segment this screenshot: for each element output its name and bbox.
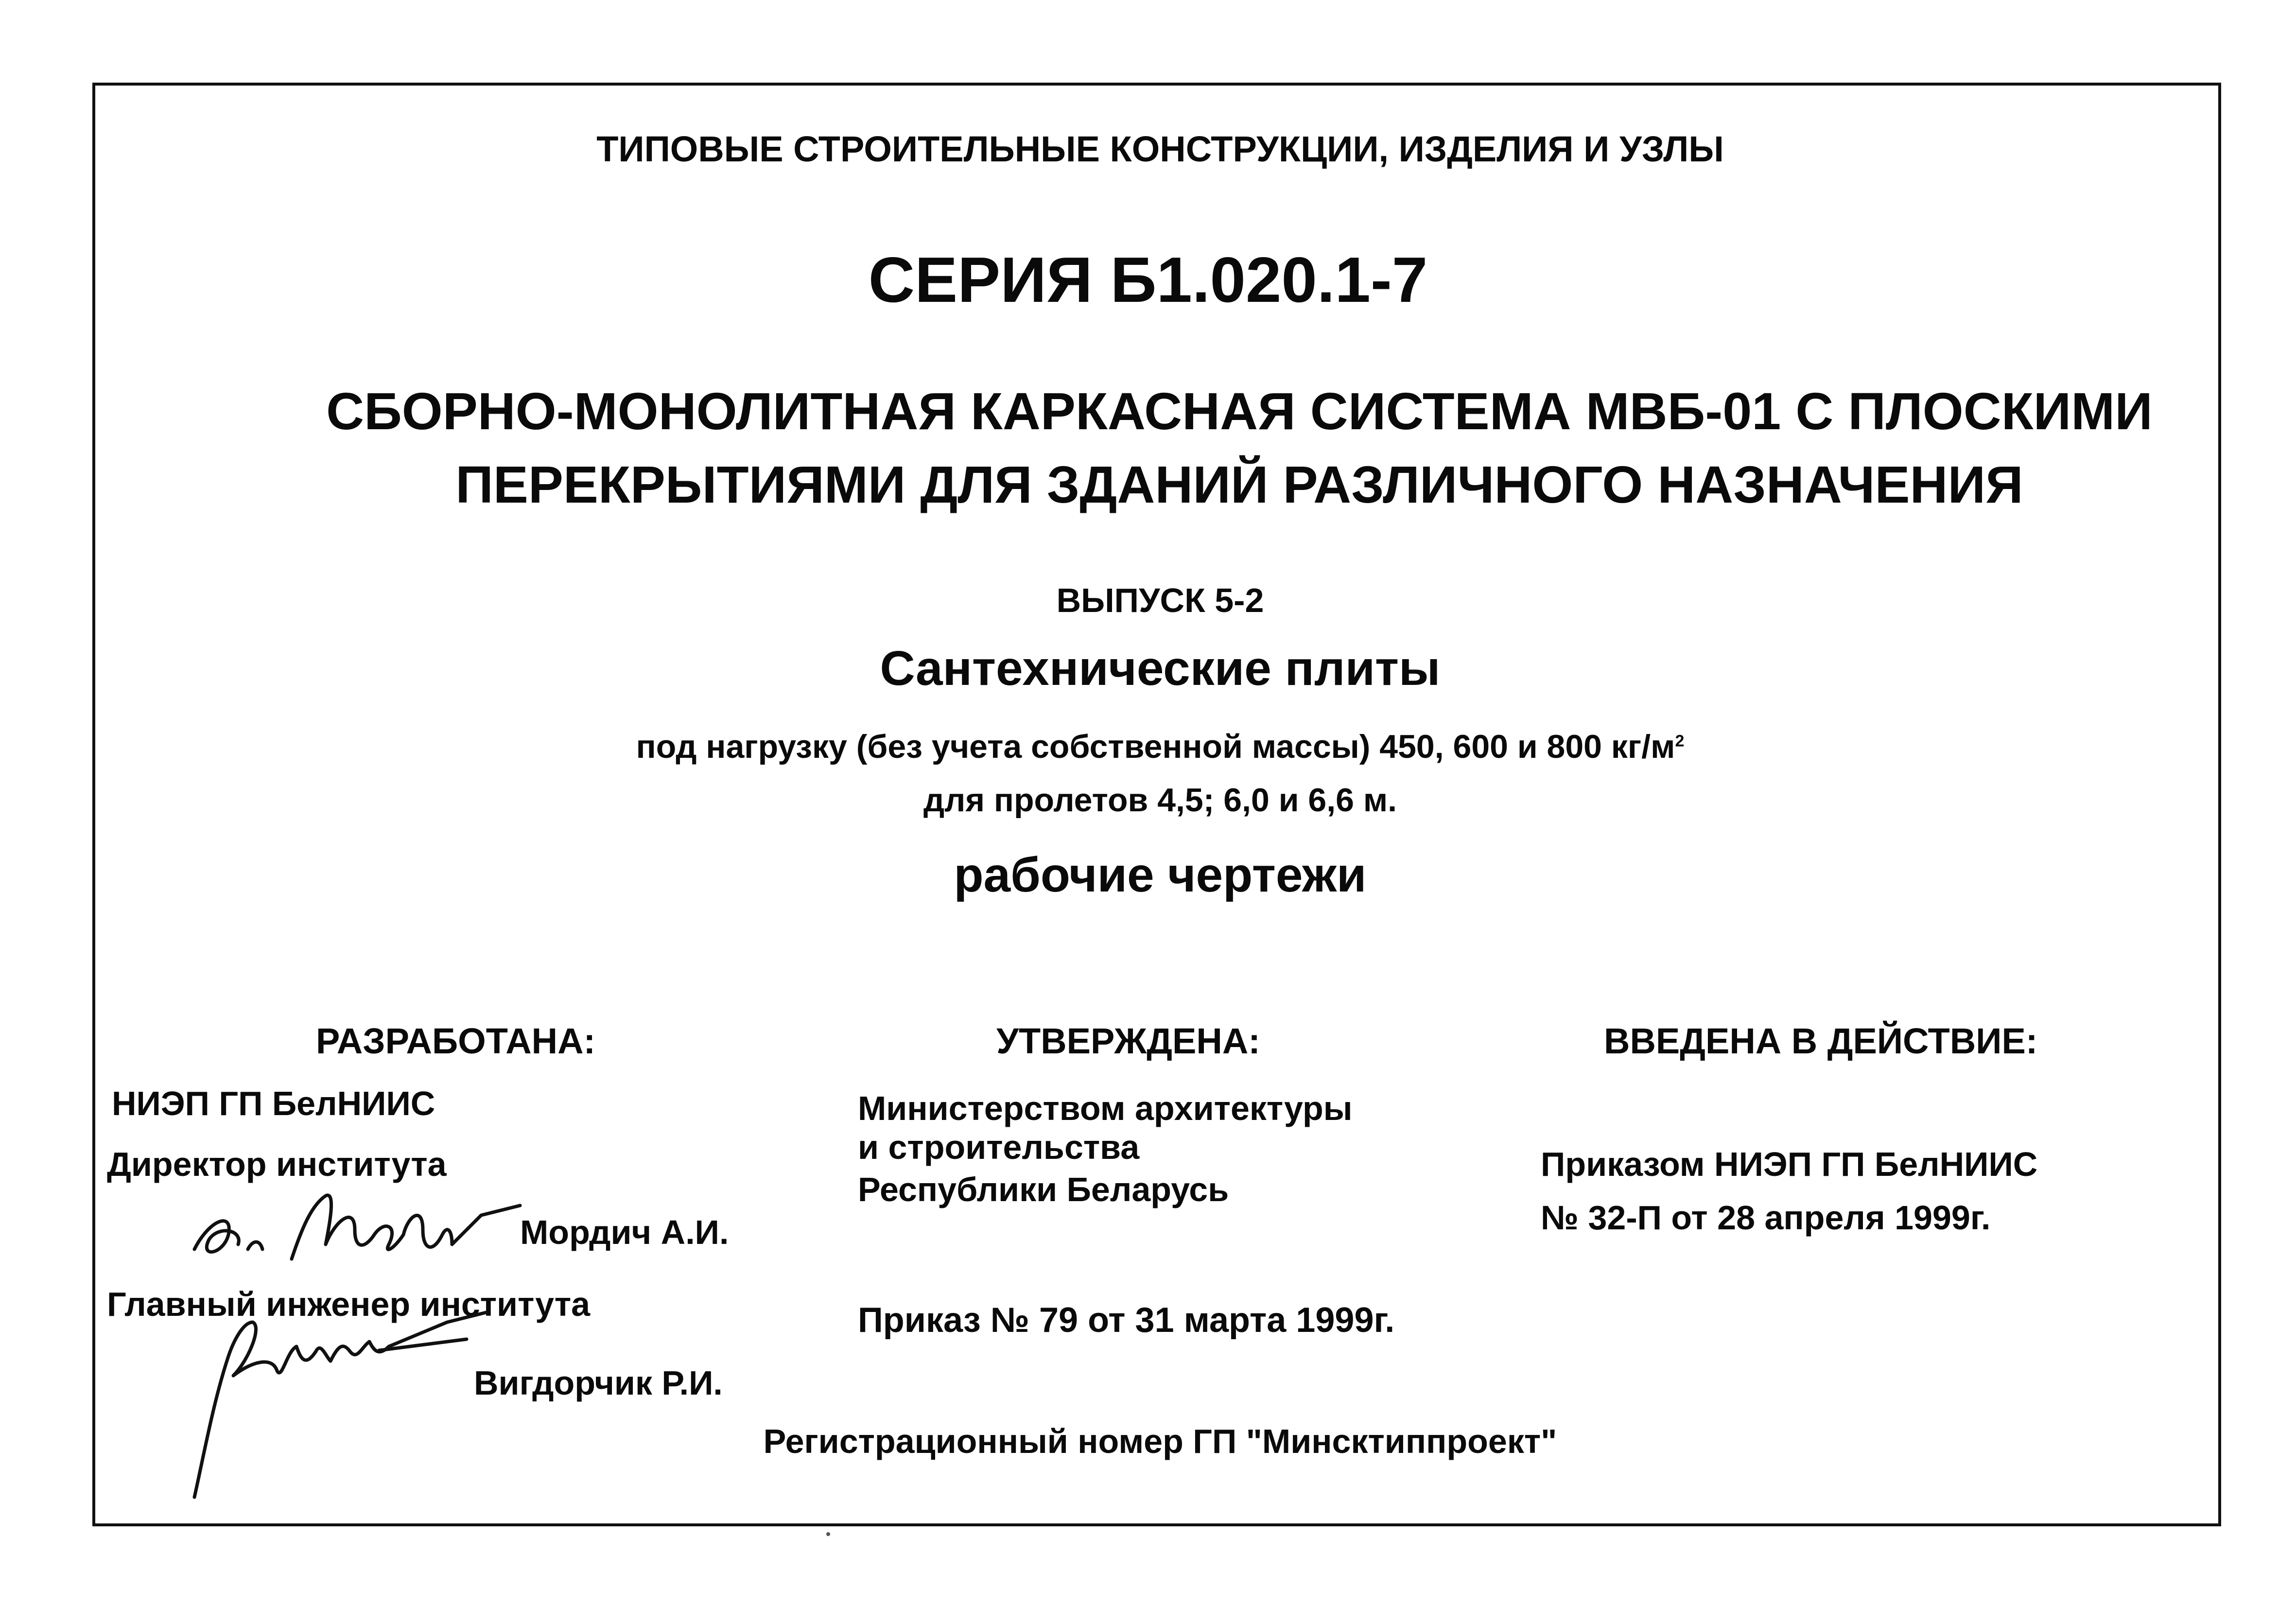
load-text: под нагрузку (без учета собственной массы) 450, 600 и 800 кг/м <box>636 728 1675 765</box>
engineer-title: Главный инженер института <box>107 1285 591 1323</box>
director-signature <box>180 1176 530 1274</box>
scan-speck <box>826 1532 830 1536</box>
collection-heading: ТИПОВЫЕ СТРОИТЕЛЬНЫЕ КОНСТРУКЦИИ, ИЗДЕЛИЯ И УЗЛЫ <box>596 129 1724 169</box>
registration-number: Регистрационный номер ГП "Минсктиппроект" <box>763 1422 1557 1460</box>
approved-heading: УТВЕРЖДЕНА: <box>996 1021 1260 1061</box>
approved-order: Приказ № 79 от 31 марта 1999г. <box>858 1301 1395 1340</box>
introduced-line-1: Приказом НИЭП ГП БелНИИС <box>1541 1145 2038 1183</box>
series-title: СЕРИЯ Б1.020.1-7 <box>868 244 1428 315</box>
approved-line-2: и строительства <box>858 1128 1140 1166</box>
introduced-line-2: № 32-П от 28 апреля 1999г. <box>1541 1199 1991 1237</box>
engineer-signature <box>175 1293 496 1507</box>
director-title: Директор института <box>107 1145 447 1183</box>
approved-line-3: Республики Беларусь <box>858 1171 1229 1208</box>
engineer-name: Вигдорчик Р.И. <box>474 1364 723 1402</box>
developed-heading: РАЗРАБОТАНА: <box>316 1021 596 1061</box>
developer-organization: НИЭП ГП БелНИИС <box>112 1084 435 1122</box>
drawings-label: рабочие чертежи <box>954 848 1367 902</box>
load-description <box>0 730 2296 763</box>
spans-description: для пролетов 4,5; 6,0 и 6,6 м. <box>923 782 1397 819</box>
issue-subject: Сантехнические плиты <box>880 641 1441 696</box>
load-superscript: 2 <box>1675 732 1685 751</box>
director-name: Мордич А.И. <box>520 1213 729 1251</box>
issue-label: ВЫПУСК 5-2 <box>1056 581 1264 619</box>
system-title: СБОРНО-МОНОЛИТНАЯ КАРКАСНАЯ СИСТЕМА МВБ-01 С ПЛОСКИМИ ПЕРЕКРЫТИЯМИ ДЛЯ ЗДАНИЙ РАЗЛИЧНОГО НАЗНАЧЕНИЯ <box>326 382 2153 514</box>
approved-line-1: Министерством архитектуры <box>858 1089 1353 1127</box>
introduced-heading: ВВЕДЕНА В ДЕЙСТВИЕ: <box>1604 1021 2038 1061</box>
